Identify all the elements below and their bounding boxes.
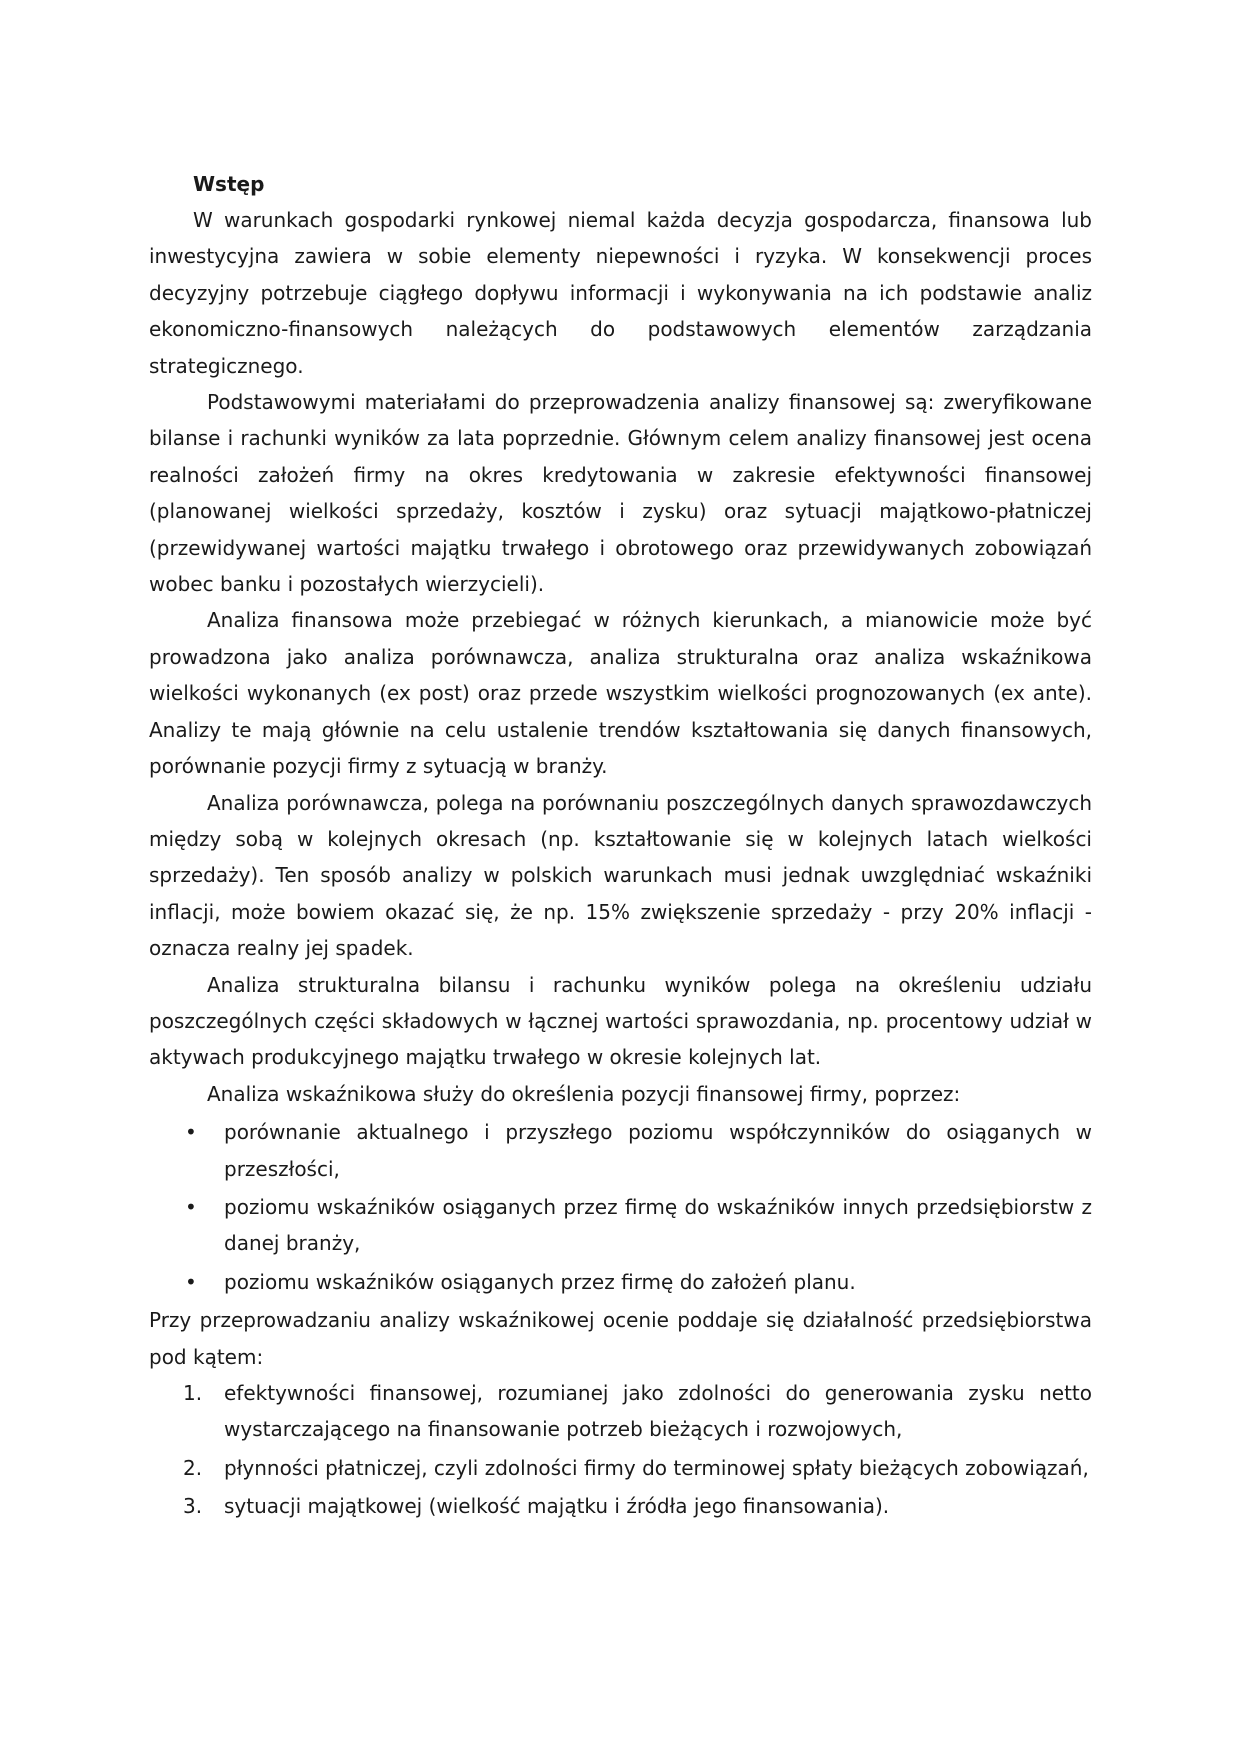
list-item bbox=[149, 1450, 1092, 1486]
list-item-text: poziomu wskaźników osiąganych przez firmę do założeń planu. bbox=[224, 1269, 856, 1294]
paragraph-intro: W warunkach gospodarki rynkowej niemal każda decyzja gospodarcza, finansowa lub inwestycyjna zawiera w sobie elementy niepewności i ryzyka. W konsekwencji proces decyzyjny potrzebuje ciągłego dopływu informacji i wykonywania na ich podstawie analiz ekonomiczno-finansowych należących do podstawowych elementów zarządzania strategicznego. bbox=[149, 208, 1092, 378]
list-item bbox=[149, 1114, 1092, 1187]
paragraph-assessment: Przy przeprowadzaniu analizy wskaźnikowej ocenie poddaje się działalność przedsiębiorstwa pod kątem: bbox=[149, 1308, 1092, 1369]
paragraph-materials: Podstawowymi materiałami do przeprowadzenia analizy finansowej są: zweryfikowane bilanse i rachunki wyników za lata poprzednie. Głównym celem analizy finansowej jest ocena realności założeń firmy na okres kredytowania w zakresie efektywności finansowej (planowanej wielkości sprzedaży, kosztów i zysku) oraz sytuacji majątkowo-płatniczej (przewidywanej wartości majątku trwałego i obrotowego oraz przewidywanych zobowiązań wobec banku i pozostałych wierzycieli). bbox=[149, 390, 1092, 597]
list-item bbox=[149, 1375, 1092, 1448]
list-item-text: poziomu wskaźników osiąganych przez firmę do wskaźników innych przedsiębiorstw z danej branży, bbox=[224, 1194, 1092, 1256]
list-item bbox=[149, 1189, 1092, 1262]
bullet-icon: • bbox=[185, 1120, 197, 1145]
list-item-text: efektywności finansowej, rozumianej jako zdolności do generowania zysku netto wystarczającego na finansowanie potrzeb bieżących i rozwojowych, bbox=[224, 1381, 1092, 1442]
list-item-text: porównanie aktualnego i przyszłego poziomu współczynników do osiąganych w przeszłości, bbox=[224, 1120, 1092, 1181]
bullet-list bbox=[149, 1114, 1092, 1300]
list-number: 2. bbox=[183, 1455, 203, 1480]
document-page bbox=[149, 166, 1092, 1525]
paragraph-ratio: Analiza wskaźnikowa służy do określenia pozycji finansowej firmy, poprzez: bbox=[207, 1081, 961, 1106]
list-item bbox=[149, 1264, 1092, 1300]
list-item-text: płynności płatniczej, czyli zdolności firmy do terminowej spłaty bieżących zobowiązań, bbox=[224, 1455, 1089, 1480]
paragraph-structural: Analiza strukturalna bilansu i rachunku wyników polega na określeniu udziału poszczególnych części składowych w łącznej wartości sprawozdania, np. procentowy udział w aktywach produkcyjnego majątku trwałego w okresie kolejnych lat. bbox=[149, 972, 1092, 1070]
bullet-icon: • bbox=[185, 1269, 197, 1294]
bullet-icon: • bbox=[185, 1194, 197, 1219]
list-item bbox=[149, 1488, 1092, 1524]
numbered-list bbox=[149, 1375, 1092, 1525]
list-item-text: sytuacji majątkowej (wielkość majątku i źródła jego finansowania). bbox=[224, 1494, 890, 1519]
paragraph-directions: Analiza finansowa może przebiegać w różnych kierunkach, a mianowicie może być prowadzona jako analiza porównawcza, analiza strukturalna oraz analiza wskaźnikowa wielkości wykonanych (ex post) oraz przede wszystkim wielkości prognozowanych (ex ante). Analizy te mają głównie na celu ustalenie trendów kształtowania się danych finansowych, porównanie pozycji firmy z sytuacją w branży. bbox=[149, 608, 1092, 779]
paragraph-comparative: Analiza porównawcza, polega na porównaniu poszczególnych danych sprawozdawczych między sobą w kolejnych okresach (np. kształtowanie się w kolejnych latach wielkości sprzedaży). Ten sposób analizy w polskich warunkach musi jednak uwzględniać wskaźniki inflacji, może bowiem okazać się, że np. 15% zwiększenie sprzedaży - przy 20% inflacji - oznacza realny jej spadek. bbox=[149, 790, 1092, 961]
list-number: 1. bbox=[183, 1381, 203, 1405]
list-number: 3. bbox=[183, 1494, 203, 1519]
section-heading: Wstęp bbox=[193, 172, 265, 196]
